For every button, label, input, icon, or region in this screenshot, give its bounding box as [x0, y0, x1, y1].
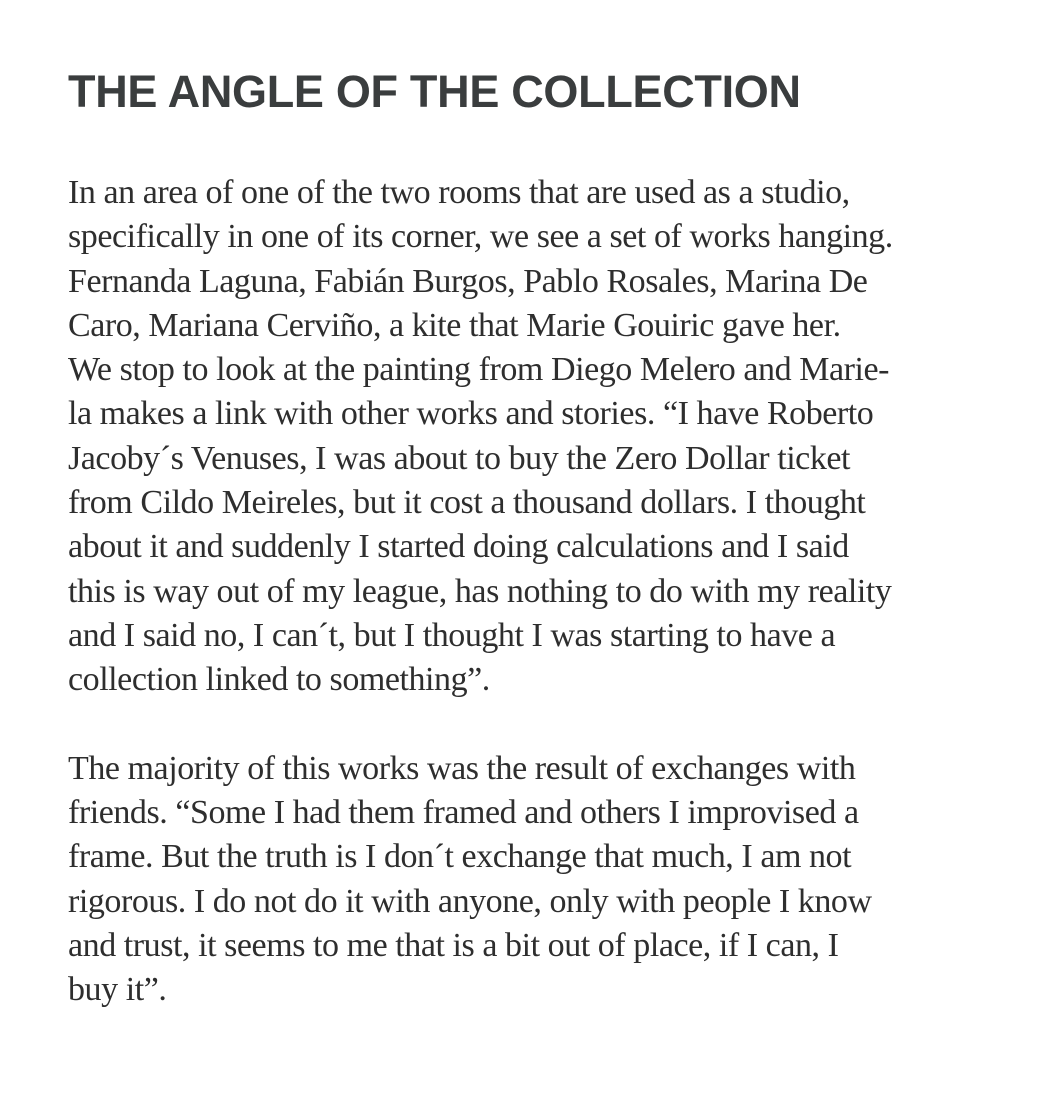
text-line: In an area of one of the two rooms that are used as a studio,: [68, 174, 850, 211]
text-line: from Cildo Meireles, but it cost a thousand dollars. I thought: [68, 484, 866, 522]
paragraph-2: [68, 747, 1008, 1013]
paragraph-1: [68, 171, 1008, 703]
text-line: Fernanda Laguna, Fabián Burgos, Pablo Rosales, Marina De: [68, 262, 868, 300]
text-line: Jacoby´s Venuses, I was about to buy the Zero Dollar ticket: [68, 439, 851, 477]
text-line: The majority of this works was the result of exchanges with: [68, 749, 856, 787]
text-line: frame. But the truth is I don´t exchange that much, I am not: [68, 838, 852, 876]
text-line: specifically in one of its corner, we see a set of works hanging.: [68, 218, 893, 256]
text-line: Caro, Mariana Cerviño, a kite that Marie Gouiric gave her.: [68, 306, 841, 344]
text-line: We stop to look at the painting from Diego Melero and Marie-: [68, 351, 889, 389]
text-line: this is way out of my league, has nothing to do with my reality: [68, 572, 892, 610]
text-line: about it and suddenly I started doing calculations and I said: [68, 528, 849, 566]
article-body: [68, 171, 1008, 1013]
article-title: THE ANGLE OF THE COLLECTION: [68, 66, 801, 117]
text-line: la makes a link with other works and stories. “I have Roberto: [68, 395, 874, 433]
text-line: buy it”.: [68, 971, 167, 1009]
text-line: friends. “Some I had them framed and others I improvised a: [68, 794, 859, 832]
article: [68, 66, 1008, 1013]
text-line: collection linked to something”.: [68, 661, 490, 699]
text-line: and trust, it seems to me that is a bit out of place, if I can, I: [68, 927, 839, 965]
text-line: rigorous. I do not do it with anyone, only with people I know: [68, 882, 872, 920]
text-line: and I said no, I can´t, but I thought I was starting to have a: [68, 616, 836, 654]
